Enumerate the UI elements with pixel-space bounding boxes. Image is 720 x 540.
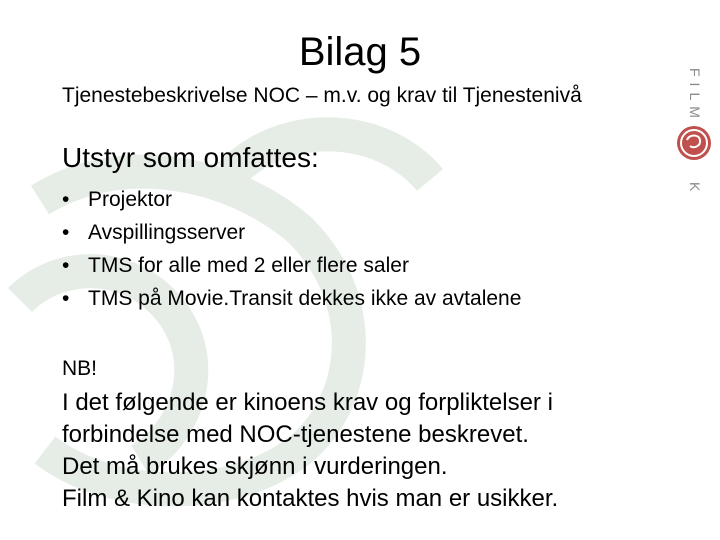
bullet-icon: • <box>62 287 70 310</box>
logo-letters-film: FILM <box>687 68 703 124</box>
nb-label: NB! <box>62 357 98 380</box>
list-item <box>62 216 521 249</box>
list-item <box>62 249 521 282</box>
list-item <box>62 282 521 315</box>
slide-title: Bilag 5 <box>298 30 422 74</box>
bullet-icon: • <box>62 221 70 244</box>
list-item <box>62 183 521 216</box>
bullet-icon: • <box>62 254 70 277</box>
list-item-text: TMS på Movie.Transit dekkes ikke av avtalene <box>88 287 522 310</box>
logo-letter-k: K <box>687 182 703 192</box>
list-item-text: Avspillingsserver <box>88 221 246 244</box>
note-line: Film & Kino kan kontaktes hvis man er usikker. <box>62 485 559 512</box>
note-line: I det følgende er kinoens krav og forpliktelser i <box>62 389 553 416</box>
equipment-list <box>62 183 521 315</box>
bullet-icon: • <box>62 188 70 211</box>
list-item-text: Projektor <box>88 188 173 211</box>
film-og-kino-logo <box>656 30 720 210</box>
section-heading: Utstyr som omfattes: <box>62 142 319 173</box>
logo-emblem-icon <box>677 126 711 160</box>
note-paragraph <box>62 387 558 515</box>
note-line: Det må brukes skjønn i vurderingen. <box>62 453 448 480</box>
note-line: forbindelse med NOC-tjenestene beskrevet. <box>62 421 529 448</box>
list-item-text: TMS for alle med 2 eller flere saler <box>88 254 409 277</box>
slide-subtitle: Tjenestebeskrivelse NOC – m.v. og krav til Tjenestenivå <box>62 84 582 107</box>
